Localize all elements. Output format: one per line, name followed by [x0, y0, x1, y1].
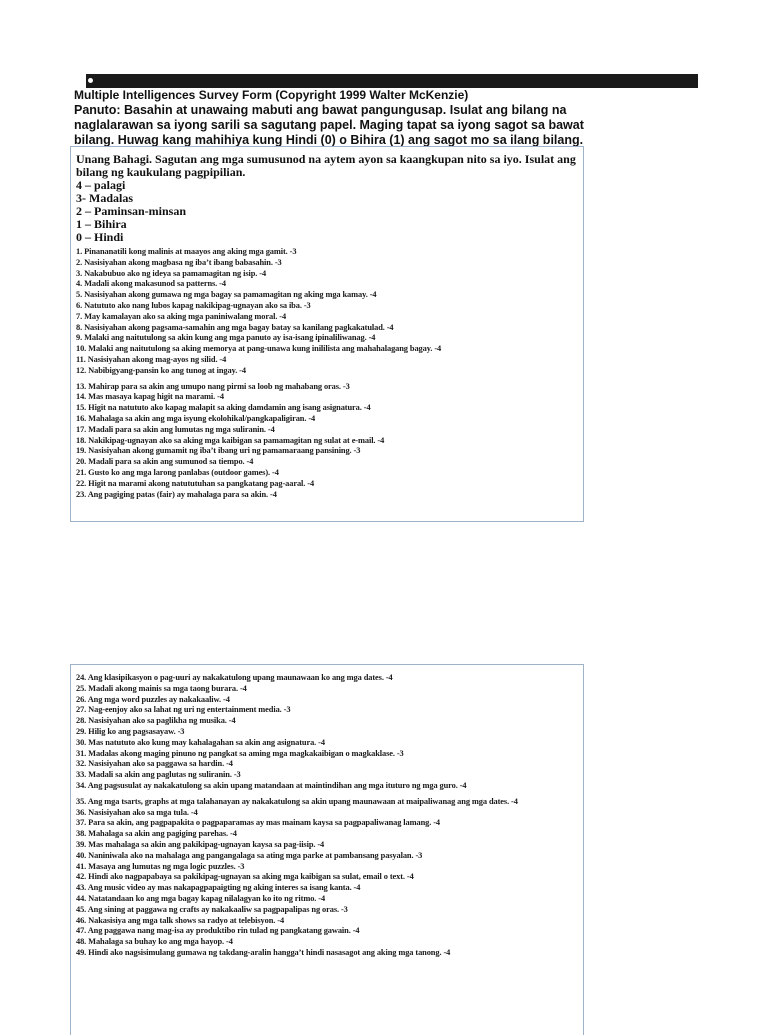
survey-item: 24. Ang klasipikasyon o pag-uuri ay nakakatulong upang maunawaan ko ang mga dates. -4	[76, 673, 393, 682]
survey-item: 39. Mas mahalaga sa akin ang pakikipag-ugnayan kaysa sa pag-iisip. -4	[76, 839, 325, 849]
scale-option: 3- Madalas	[76, 191, 133, 205]
survey-item: 14. Mas masaya kapag higit na marami. -4	[76, 392, 224, 402]
survey-item: 28. Nasisiyahan ako sa paglikha ng musika. -4	[76, 716, 236, 726]
survey-item: 16. Mahalaga sa akin ang mga isyung ekolohikal/pangkapaligiran. -4	[76, 413, 316, 423]
survey-item: 2. Nasisiyahan akong magbasa ng iba’t ibang babasahin. -3	[76, 257, 282, 267]
survey-item: 38. Mahalaga sa akin ang pagiging parehas. -4	[76, 829, 237, 839]
survey-item: 12. Nabibigyang-pansin ko ang tunog at ingay. -4	[76, 365, 246, 375]
survey-item: 21. Gusto ko ang mga larong panlabas (outdoor games). -4	[76, 467, 279, 477]
survey-item: 8. Nasisiyahan akong pagsama-samahin ang mga bagay batay sa kanilang pagkakatulad. -4	[76, 322, 394, 332]
rating-scale	[76, 179, 583, 244]
part1-section	[70, 146, 584, 522]
form-title: Multiple Intelligences Survey Form (Copyright 1999 Walter McKenzie)	[74, 88, 469, 102]
survey-item: 3. Nakabubuo ako ng ideya sa pamamagitan ng isip. -4	[76, 268, 267, 278]
survey-item: 1. Pinananatili kong malinis at maayos ang aking mga gamit. -3	[76, 247, 297, 256]
survey-item: 25. Madali akong mainis sa mga taong burara. -4	[76, 683, 247, 693]
survey-item: 45. Ang sining at paggawa ng crafts ay nakakaaliw sa pagpapalipas ng oras. -3	[76, 904, 348, 914]
survey-item: 22. Higit na marami akong natututuhan sa pangkatang pag-aaral. -4	[76, 478, 315, 488]
survey-item: 41. Masaya ang lumutas ng mga logic puzzles. -3	[76, 861, 245, 871]
survey-item: 7. May kamalayan ako sa aking mga paniniwalang moral. -4	[76, 311, 287, 321]
survey-item: 40. Naniniwala ako na mahalaga ang pangangalaga sa ating mga parke at pambansang pasyalan. -3	[76, 850, 423, 860]
survey-item: 29. Hilig ko ang pagsasayaw. -3	[76, 726, 185, 736]
part1-items	[76, 247, 576, 500]
survey-item: 26. Ang mga word puzzles ay nakakaaliw. -4	[76, 694, 230, 704]
survey-item: 4. Madali akong makasunod sa patterns. -4	[76, 279, 226, 289]
part1-intro: Unang Bahagi. Sagutan ang mga sumusunod na aytem ayon sa kaangkupan nito sa iyo. Isulat ang bilang ng kaukulang pagpipilian.	[76, 152, 576, 179]
survey-item: 37. Para sa akin, ang pagpapakita o pagpaparamas ay mas mainam kaysa sa pagpapaliwanag lamang. -4	[76, 818, 440, 828]
survey-item: 43. Ang music video ay mas nakapagpapaigting ng aking interes sa isang kanta. -4	[76, 883, 361, 893]
survey-item: 49. Hindi ako nagsisimulang gumawa ng takdang-aralin hangga’t hindi nasasagot ang aking mga tanong. -4	[76, 947, 451, 957]
survey-item: 32. Nasisiyahan ako sa paggawa sa hardin. -4	[76, 759, 233, 769]
survey-item: 31. Madalas akong maging pinuno ng pangkat sa aming mga magkakaibigan o magkaklase. -3	[76, 748, 404, 758]
scale-option: 0 – Hindi	[76, 230, 124, 244]
part2-items	[76, 673, 576, 959]
survey-item: 9. Malaki ang naitutulong sa akin kung ang mga panuto ay isa-isang ipinaliliwanag. -4	[76, 333, 376, 343]
survey-item: 33. Madali sa akin ang paglutas ng suliranin. -3	[76, 770, 241, 780]
survey-item: 5. Nasisiyahan akong gumawa ng mga bagay sa pamamagitan ng aking mga kamay. -4	[76, 290, 377, 300]
form-header	[74, 88, 584, 148]
form-instructions: Panuto: Basahin at unawaing mabuti ang bawat pangungusap. Isulat ang bilang na naglalarawan sa iyong sarili sa sagutang papel. Maging tapat sa iyong sagot sa bawat bilang. Huwag kang mahihiya kung Hindi (0) o Bihira (1) ang sagot mo sa ilang bilang.	[74, 103, 584, 147]
survey-item: 36. Nasisiyahan ako sa mga tula. -4	[76, 807, 198, 817]
survey-item: 6. Natututo ako nang lubos kapag nakikipag-ugnayan ako sa iba. -3	[76, 300, 311, 310]
survey-item: 35. Ang mga tsarts, graphs at mga talahanayan ay nakakatulong sa akin upang maunawaan at maipaliwanag ang mga dates. -4	[76, 796, 518, 806]
survey-item: 42. Hindi ako nagpapabaya sa pakikipag-ugnayan sa aking mga kaibigan sa sulat, email o text. -4	[76, 872, 414, 882]
survey-item: 34. Ang pagsusulat ay nakakatulong sa akin upang matandaan at maintindihan ang mga ituturo ng mga guro. -4	[76, 780, 467, 790]
survey-item: 27. Nag-eenjoy ako sa lahat ng uri ng entertainment media. -3	[76, 705, 291, 715]
survey-item: 23. Ang pagiging patas (fair) ay mahalaga para sa akin. -4	[76, 489, 277, 499]
survey-item: 46. Nakasisiya ang mga talk shows sa radyo at telebisyon. -4	[76, 915, 285, 925]
survey-item: 11. Nasisiyahan akong mag-ayos ng silid. -4	[76, 354, 227, 364]
survey-item: 30. Mas natututo ako kung may kahalagahan sa akin ang asignatura. -4	[76, 737, 325, 747]
scale-option: 1 – Bihira	[76, 217, 127, 231]
scale-option: 2 – Paminsan-minsan	[76, 204, 187, 218]
survey-item: 10. Malaki ang naitutulong sa aking memorya at pang-unawa kung inililista ang mahahalagang bagay. -4	[76, 344, 442, 354]
top-banner-bar	[86, 74, 698, 88]
survey-item: 47. Ang paggawa nang mag-isa ay produktibo rin tulad ng pangkatang gawain. -4	[76, 926, 360, 936]
survey-item: 19. Nasisiyahan akong gumamit ng iba’t ibang uri ng pamamaraang pansining. -3	[76, 446, 361, 456]
survey-item: 13. Mahirap para sa akin ang umupo nang pirmi sa loob ng mahabang oras. -3	[76, 381, 350, 391]
part2-section	[70, 664, 584, 1035]
scale-option: 4 – palagi	[76, 178, 126, 192]
survey-item: 20. Madali para sa akin ang sumunod sa tiempo. -4	[76, 457, 254, 467]
survey-item: 15. Higit na natututo ako kapag malapit sa aking damdamin ang isang asignatura. -4	[76, 403, 371, 413]
survey-item: 44. Natatandaan ko ang mga bagay kapag nilalagyan ko ito ng ritmo. -4	[76, 893, 326, 903]
survey-item: 17. Madali para sa akin ang lumutas ng mga suliranin. -4	[76, 424, 275, 434]
survey-item: 18. Nakikipag-ugnayan ako sa aking mga kaibigan sa pamamagitan ng sulat at e-mail. -4	[76, 435, 385, 445]
bullet-icon	[88, 78, 93, 83]
survey-item: 48. Mahalaga sa buhay ko ang mga hayop. -4	[76, 937, 233, 947]
